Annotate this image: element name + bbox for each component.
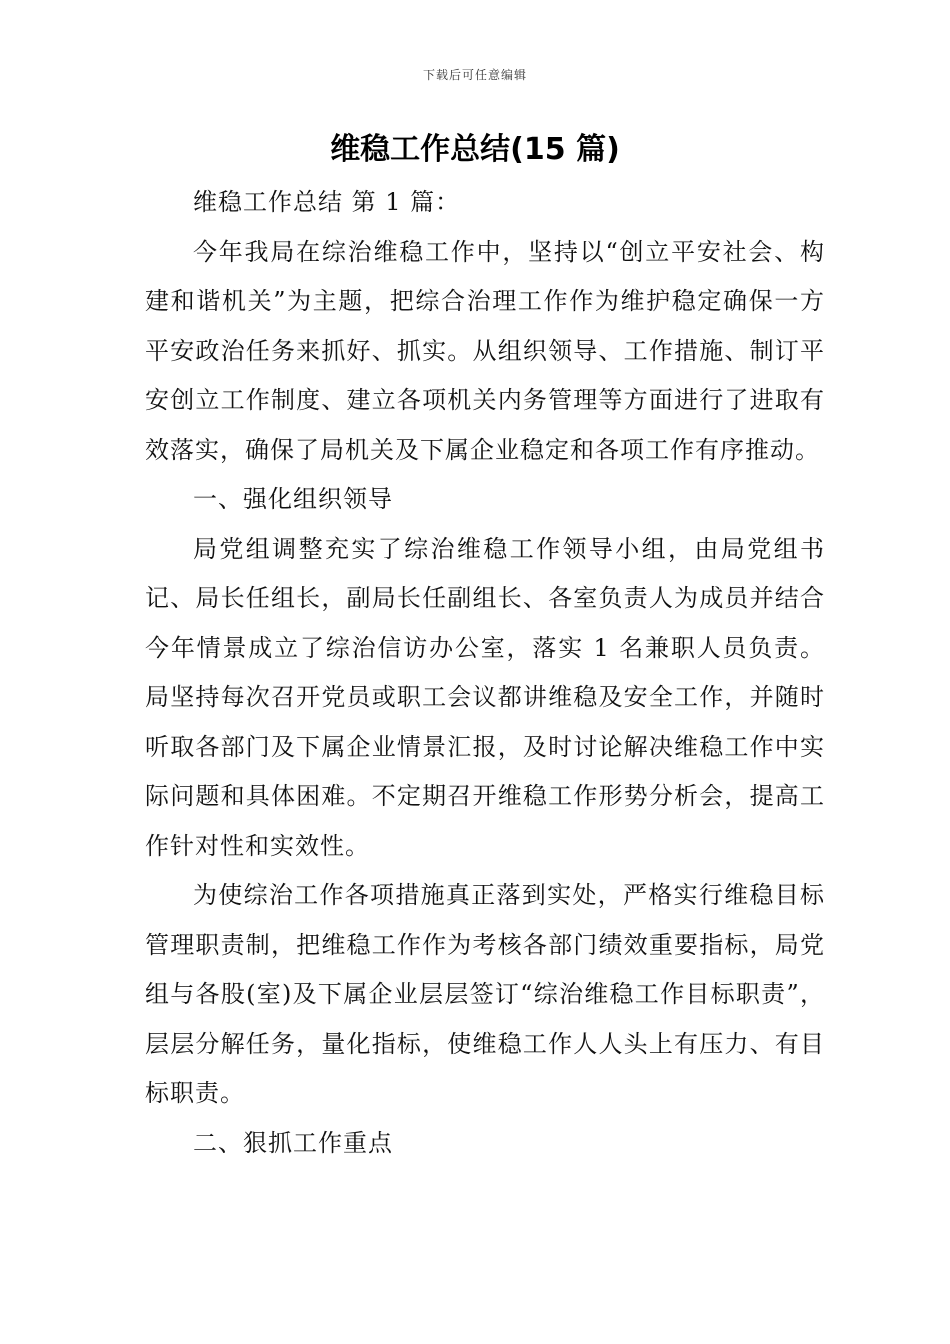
heading-key-work: 二、狠抓工作重点 (193, 1128, 393, 1157)
paragraph-leadership: 局党组调整充实了综治维稳工作领导小组，由局党组书记、局长任组长，副局长任副组长、各室负责人为成员并结合今年情景成立了综治信访办公室，落实 1 名兼职人员负责。局坚持每次召开党员或职工会议都讲维稳及安全工作，并随时听取各部门及下属企业情景汇报，及时讨论解决维稳工作中实际问题和具体困难。不定期召开维稳工作形势分析会，提高工作针对性和实效性。 (145, 534, 825, 860)
document-body (145, 178, 825, 1168)
header-note: 下载后可任意编辑 (422, 68, 527, 82)
section-label: 维稳工作总结 第 1 篇： (193, 188, 461, 216)
heading-strengthen-leadership: 一、强化组织领导 (193, 485, 393, 513)
document-title: 维稳工作总结(15 篇) (330, 132, 620, 167)
paragraph-responsibility: 为使综治工作各项措施真正落到实处，严格实行维稳目标管理职责制，把维稳工作作为考核各部门绩效重要指标，局党组与各股(室)及下属企业层层签订“综治维稳工作目标职责”，层层分解任务，量化指标，使维稳工作人人头上有压力、有目标职责。 (145, 881, 825, 1107)
paragraph-intro: 今年我局在综治维稳工作中，坚持以“创立平安社会、构建和谐机关”为主题，把综合治理工作作为维护稳定确保一方平安政治任务来抓好、抓实。从组织领导、工作措施、制订平安创立工作制度、建立各项机关内务管理等方面进行了进取有效落实，确保了局机关及下属企业稳定和各项工作有序推动。 (145, 237, 825, 464)
